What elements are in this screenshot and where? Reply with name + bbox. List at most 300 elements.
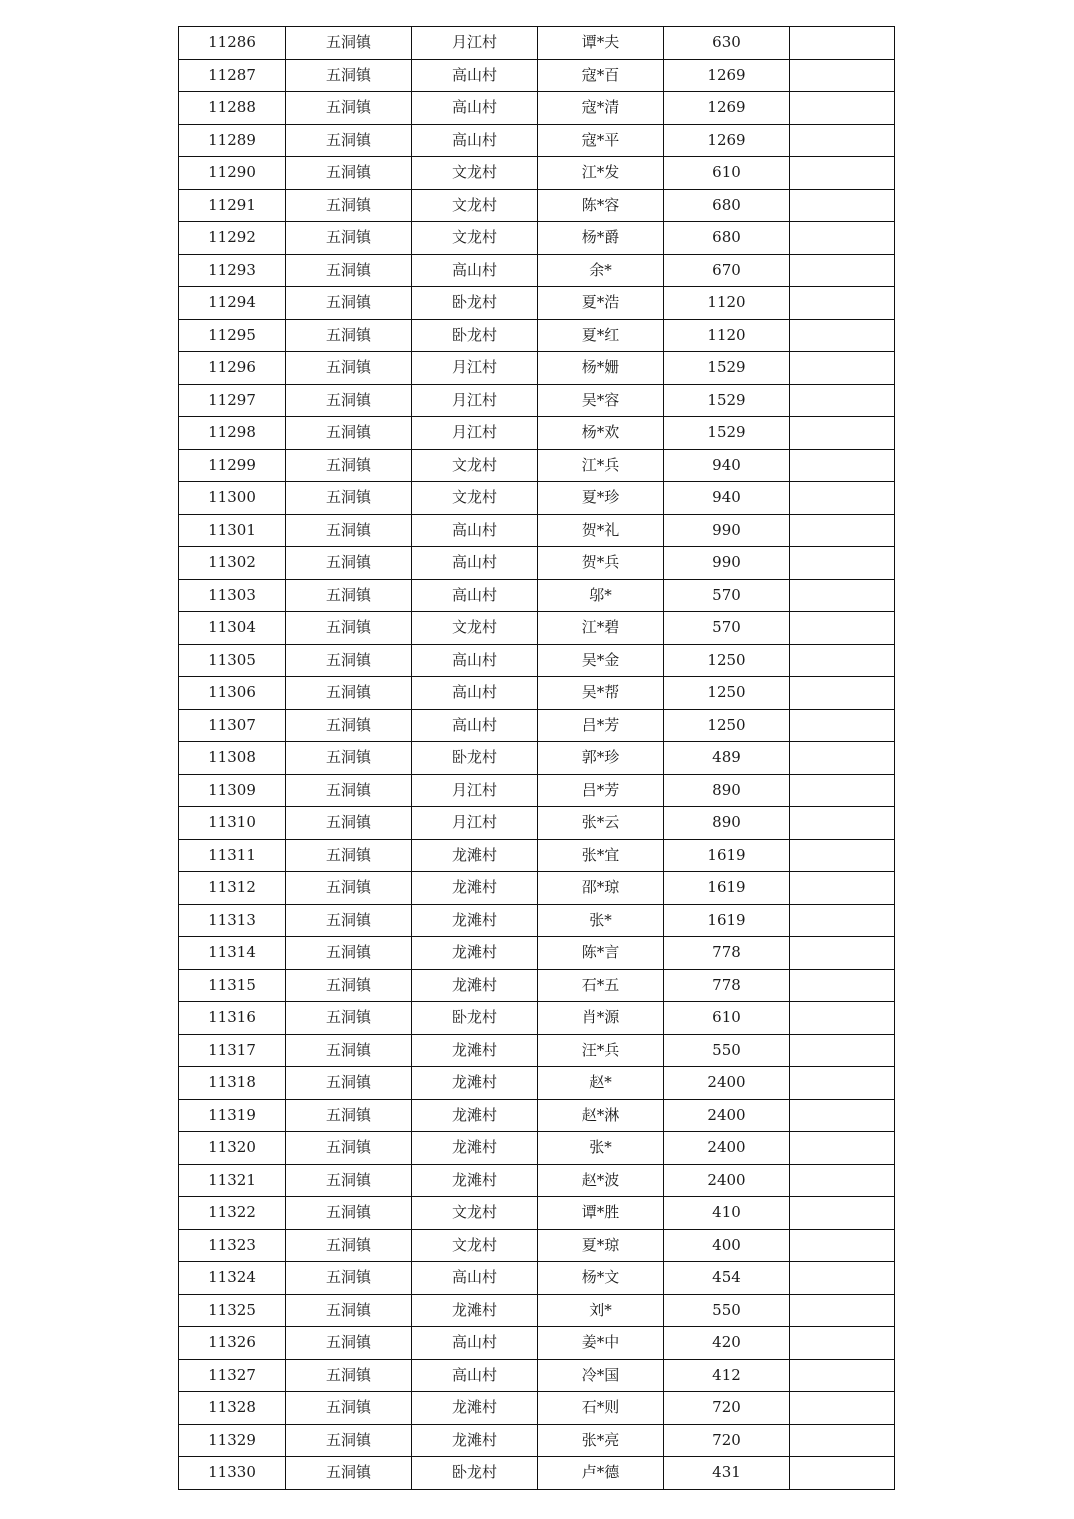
table-row [179, 1327, 895, 1360]
cell-note [790, 1164, 895, 1197]
cell-amount: 1619 [664, 904, 790, 937]
cell-village: 文龙村 [412, 1229, 538, 1262]
table-row [179, 449, 895, 482]
cell-note [790, 1197, 895, 1230]
cell-serial-number: 11323 [179, 1229, 286, 1262]
cell-village: 文龙村 [412, 222, 538, 255]
cell-amount: 1250 [664, 644, 790, 677]
cell-village: 高山村 [412, 579, 538, 612]
cell-note [790, 384, 895, 417]
cell-serial-number: 11328 [179, 1392, 286, 1425]
cell-town: 五洞镇 [286, 157, 412, 190]
cell-note [790, 1067, 895, 1100]
table-row [179, 319, 895, 352]
cell-town: 五洞镇 [286, 969, 412, 1002]
cell-town: 五洞镇 [286, 1099, 412, 1132]
table-row [179, 709, 895, 742]
cell-serial-number: 11325 [179, 1294, 286, 1327]
cell-village: 高山村 [412, 547, 538, 580]
cell-town: 五洞镇 [286, 254, 412, 287]
cell-town: 五洞镇 [286, 1067, 412, 1100]
cell-town: 五洞镇 [286, 514, 412, 547]
cell-amount: 1619 [664, 872, 790, 905]
cell-person-name: 石*五 [538, 969, 664, 1002]
cell-village: 文龙村 [412, 189, 538, 222]
cell-town: 五洞镇 [286, 482, 412, 515]
cell-person-name: 张* [538, 904, 664, 937]
cell-note [790, 319, 895, 352]
cell-note [790, 1099, 895, 1132]
cell-serial-number: 11288 [179, 92, 286, 125]
table-body [179, 27, 895, 1490]
cell-village: 高山村 [412, 514, 538, 547]
cell-serial-number: 11318 [179, 1067, 286, 1100]
cell-amount: 990 [664, 547, 790, 580]
cell-person-name: 贺*礼 [538, 514, 664, 547]
table-row [179, 1359, 895, 1392]
cell-amount: 1269 [664, 124, 790, 157]
cell-serial-number: 11327 [179, 1359, 286, 1392]
cell-town: 五洞镇 [286, 92, 412, 125]
cell-serial-number: 11286 [179, 27, 286, 60]
cell-amount: 940 [664, 449, 790, 482]
table-row [179, 92, 895, 125]
table-row [179, 157, 895, 190]
cell-amount: 431 [664, 1457, 790, 1490]
cell-serial-number: 11321 [179, 1164, 286, 1197]
cell-person-name: 吕*芳 [538, 774, 664, 807]
cell-village: 高山村 [412, 1262, 538, 1295]
table-row [179, 352, 895, 385]
cell-serial-number: 11287 [179, 59, 286, 92]
cell-village: 高山村 [412, 1359, 538, 1392]
cell-person-name: 刘* [538, 1294, 664, 1327]
cell-town: 五洞镇 [286, 352, 412, 385]
cell-serial-number: 11309 [179, 774, 286, 807]
cell-town: 五洞镇 [286, 742, 412, 775]
cell-person-name: 杨*文 [538, 1262, 664, 1295]
cell-note [790, 1424, 895, 1457]
cell-person-name: 陈*容 [538, 189, 664, 222]
cell-person-name: 邬* [538, 579, 664, 612]
table-row [179, 1424, 895, 1457]
cell-amount: 680 [664, 222, 790, 255]
cell-person-name: 郭*珍 [538, 742, 664, 775]
cell-note [790, 1294, 895, 1327]
cell-note [790, 644, 895, 677]
cell-village: 龙滩村 [412, 1067, 538, 1100]
cell-person-name: 赵* [538, 1067, 664, 1100]
table-row [179, 644, 895, 677]
cell-amount: 1269 [664, 92, 790, 125]
table-row [179, 1457, 895, 1490]
cell-amount: 1250 [664, 677, 790, 710]
cell-amount: 890 [664, 774, 790, 807]
cell-note [790, 124, 895, 157]
cell-village: 月江村 [412, 774, 538, 807]
cell-town: 五洞镇 [286, 807, 412, 840]
cell-amount: 670 [664, 254, 790, 287]
cell-person-name: 姜*中 [538, 1327, 664, 1360]
cell-serial-number: 11324 [179, 1262, 286, 1295]
cell-person-name: 余* [538, 254, 664, 287]
cell-note [790, 287, 895, 320]
cell-serial-number: 11326 [179, 1327, 286, 1360]
cell-village: 龙滩村 [412, 1294, 538, 1327]
cell-person-name: 吴*金 [538, 644, 664, 677]
cell-person-name: 夏*琼 [538, 1229, 664, 1262]
cell-serial-number: 11301 [179, 514, 286, 547]
cell-village: 龙滩村 [412, 1164, 538, 1197]
cell-person-name: 杨*爵 [538, 222, 664, 255]
cell-serial-number: 11289 [179, 124, 286, 157]
table-row [179, 839, 895, 872]
cell-town: 五洞镇 [286, 1424, 412, 1457]
table-row [179, 774, 895, 807]
cell-town: 五洞镇 [286, 1164, 412, 1197]
table-row [179, 189, 895, 222]
cell-note [790, 937, 895, 970]
cell-serial-number: 11295 [179, 319, 286, 352]
cell-town: 五洞镇 [286, 1294, 412, 1327]
cell-town: 五洞镇 [286, 1002, 412, 1035]
cell-note [790, 254, 895, 287]
cell-village: 高山村 [412, 1327, 538, 1360]
table-row [179, 969, 895, 1002]
cell-note [790, 222, 895, 255]
cell-amount: 410 [664, 1197, 790, 1230]
cell-village: 卧龙村 [412, 287, 538, 320]
cell-serial-number: 11307 [179, 709, 286, 742]
cell-serial-number: 11305 [179, 644, 286, 677]
table-row [179, 1392, 895, 1425]
cell-note [790, 27, 895, 60]
cell-town: 五洞镇 [286, 319, 412, 352]
cell-serial-number: 11304 [179, 612, 286, 645]
cell-amount: 610 [664, 1002, 790, 1035]
table-row [179, 482, 895, 515]
cell-person-name: 杨*欢 [538, 417, 664, 450]
cell-town: 五洞镇 [286, 27, 412, 60]
cell-person-name: 张*云 [538, 807, 664, 840]
cell-amount: 2400 [664, 1164, 790, 1197]
cell-serial-number: 11329 [179, 1424, 286, 1457]
cell-serial-number: 11296 [179, 352, 286, 385]
cell-serial-number: 11297 [179, 384, 286, 417]
cell-amount: 400 [664, 1229, 790, 1262]
cell-amount: 720 [664, 1424, 790, 1457]
cell-person-name: 邵*琼 [538, 872, 664, 905]
cell-amount: 720 [664, 1392, 790, 1425]
table-row [179, 124, 895, 157]
cell-town: 五洞镇 [286, 1262, 412, 1295]
cell-village: 龙滩村 [412, 1132, 538, 1165]
cell-village: 月江村 [412, 417, 538, 450]
table-row [179, 1197, 895, 1230]
cell-amount: 2400 [664, 1132, 790, 1165]
cell-amount: 1250 [664, 709, 790, 742]
cell-note [790, 1034, 895, 1067]
cell-town: 五洞镇 [286, 937, 412, 970]
cell-town: 五洞镇 [286, 1327, 412, 1360]
cell-town: 五洞镇 [286, 1457, 412, 1490]
table-row [179, 1002, 895, 1035]
cell-person-name: 赵*波 [538, 1164, 664, 1197]
cell-amount: 990 [664, 514, 790, 547]
cell-person-name: 张*宜 [538, 839, 664, 872]
cell-village: 卧龙村 [412, 319, 538, 352]
cell-town: 五洞镇 [286, 644, 412, 677]
table-row [179, 807, 895, 840]
cell-town: 五洞镇 [286, 839, 412, 872]
cell-village: 月江村 [412, 27, 538, 60]
cell-amount: 420 [664, 1327, 790, 1360]
table-row [179, 222, 895, 255]
cell-serial-number: 11314 [179, 937, 286, 970]
cell-village: 卧龙村 [412, 1457, 538, 1490]
cell-town: 五洞镇 [286, 1392, 412, 1425]
table-row [179, 1229, 895, 1262]
cell-village: 高山村 [412, 254, 538, 287]
cell-note [790, 92, 895, 125]
cell-town: 五洞镇 [286, 1229, 412, 1262]
cell-serial-number: 11310 [179, 807, 286, 840]
cell-town: 五洞镇 [286, 384, 412, 417]
cell-serial-number: 11302 [179, 547, 286, 580]
cell-person-name: 卢*德 [538, 1457, 664, 1490]
cell-village: 龙滩村 [412, 1099, 538, 1132]
cell-amount: 489 [664, 742, 790, 775]
cell-serial-number: 11300 [179, 482, 286, 515]
table-row [179, 254, 895, 287]
cell-amount: 1529 [664, 352, 790, 385]
cell-note [790, 514, 895, 547]
cell-person-name: 夏*浩 [538, 287, 664, 320]
cell-town: 五洞镇 [286, 189, 412, 222]
cell-town: 五洞镇 [286, 904, 412, 937]
cell-serial-number: 11291 [179, 189, 286, 222]
cell-note [790, 709, 895, 742]
cell-serial-number: 11312 [179, 872, 286, 905]
cell-person-name: 赵*淋 [538, 1099, 664, 1132]
table-row [179, 27, 895, 60]
cell-note [790, 774, 895, 807]
table-row [179, 612, 895, 645]
cell-town: 五洞镇 [286, 124, 412, 157]
table-row [179, 1099, 895, 1132]
cell-person-name: 吕*芳 [538, 709, 664, 742]
table-row [179, 1164, 895, 1197]
cell-person-name: 夏*红 [538, 319, 664, 352]
cell-village: 文龙村 [412, 157, 538, 190]
cell-note [790, 449, 895, 482]
cell-amount: 630 [664, 27, 790, 60]
cell-note [790, 839, 895, 872]
cell-village: 高山村 [412, 709, 538, 742]
table-row [179, 742, 895, 775]
cell-note [790, 1457, 895, 1490]
cell-serial-number: 11298 [179, 417, 286, 450]
table-row [179, 1132, 895, 1165]
cell-note [790, 969, 895, 1002]
cell-serial-number: 11330 [179, 1457, 286, 1490]
cell-amount: 2400 [664, 1067, 790, 1100]
cell-person-name: 吴*容 [538, 384, 664, 417]
cell-serial-number: 11293 [179, 254, 286, 287]
table-row [179, 677, 895, 710]
cell-person-name: 寇*清 [538, 92, 664, 125]
cell-note [790, 1392, 895, 1425]
cell-serial-number: 11303 [179, 579, 286, 612]
cell-village: 月江村 [412, 352, 538, 385]
cell-serial-number: 11311 [179, 839, 286, 872]
cell-person-name: 寇*平 [538, 124, 664, 157]
cell-village: 高山村 [412, 677, 538, 710]
cell-person-name: 杨*姗 [538, 352, 664, 385]
cell-town: 五洞镇 [286, 287, 412, 320]
cell-serial-number: 11320 [179, 1132, 286, 1165]
cell-amount: 1529 [664, 384, 790, 417]
cell-note [790, 742, 895, 775]
cell-serial-number: 11313 [179, 904, 286, 937]
cell-village: 龙滩村 [412, 1034, 538, 1067]
table-row [179, 579, 895, 612]
cell-town: 五洞镇 [286, 1359, 412, 1392]
cell-village: 高山村 [412, 644, 538, 677]
table-row [179, 904, 895, 937]
cell-town: 五洞镇 [286, 579, 412, 612]
cell-note [790, 612, 895, 645]
cell-town: 五洞镇 [286, 872, 412, 905]
table-row [179, 59, 895, 92]
table-row [179, 384, 895, 417]
cell-amount: 412 [664, 1359, 790, 1392]
cell-note [790, 579, 895, 612]
cell-amount: 1269 [664, 59, 790, 92]
cell-note [790, 1327, 895, 1360]
table-row [179, 1067, 895, 1100]
cell-village: 龙滩村 [412, 1392, 538, 1425]
cell-amount: 680 [664, 189, 790, 222]
cell-serial-number: 11316 [179, 1002, 286, 1035]
cell-person-name: 肖*源 [538, 1002, 664, 1035]
table-row [179, 872, 895, 905]
cell-amount: 940 [664, 482, 790, 515]
cell-town: 五洞镇 [286, 449, 412, 482]
cell-note [790, 189, 895, 222]
cell-serial-number: 11315 [179, 969, 286, 1002]
cell-note [790, 547, 895, 580]
cell-amount: 778 [664, 969, 790, 1002]
cell-village: 高山村 [412, 124, 538, 157]
cell-serial-number: 11317 [179, 1034, 286, 1067]
cell-village: 龙滩村 [412, 937, 538, 970]
cell-note [790, 1229, 895, 1262]
table-row [179, 1262, 895, 1295]
cell-person-name: 江*发 [538, 157, 664, 190]
cell-amount: 610 [664, 157, 790, 190]
cell-amount: 778 [664, 937, 790, 970]
cell-person-name: 江*碧 [538, 612, 664, 645]
cell-town: 五洞镇 [286, 1132, 412, 1165]
data-table [178, 26, 895, 1490]
cell-serial-number: 11308 [179, 742, 286, 775]
table-row [179, 937, 895, 970]
cell-note [790, 157, 895, 190]
cell-village: 高山村 [412, 59, 538, 92]
cell-village: 龙滩村 [412, 839, 538, 872]
cell-village: 高山村 [412, 92, 538, 125]
cell-village: 龙滩村 [412, 904, 538, 937]
cell-amount: 570 [664, 579, 790, 612]
cell-person-name: 谭*夫 [538, 27, 664, 60]
cell-person-name: 谭*胜 [538, 1197, 664, 1230]
cell-town: 五洞镇 [286, 709, 412, 742]
table-row [179, 1034, 895, 1067]
cell-note [790, 677, 895, 710]
cell-person-name: 石*则 [538, 1392, 664, 1425]
cell-amount: 570 [664, 612, 790, 645]
table-row [179, 514, 895, 547]
cell-note [790, 482, 895, 515]
cell-amount: 550 [664, 1294, 790, 1327]
cell-person-name: 江*兵 [538, 449, 664, 482]
cell-town: 五洞镇 [286, 677, 412, 710]
cell-serial-number: 11319 [179, 1099, 286, 1132]
cell-person-name: 陈*言 [538, 937, 664, 970]
cell-serial-number: 11294 [179, 287, 286, 320]
cell-serial-number: 11292 [179, 222, 286, 255]
cell-village: 卧龙村 [412, 742, 538, 775]
cell-person-name: 夏*珍 [538, 482, 664, 515]
cell-note [790, 417, 895, 450]
cell-town: 五洞镇 [286, 612, 412, 645]
cell-note [790, 352, 895, 385]
cell-village: 卧龙村 [412, 1002, 538, 1035]
cell-amount: 1529 [664, 417, 790, 450]
cell-person-name: 冷*国 [538, 1359, 664, 1392]
cell-town: 五洞镇 [286, 222, 412, 255]
cell-note [790, 1132, 895, 1165]
cell-village: 月江村 [412, 807, 538, 840]
cell-village: 文龙村 [412, 482, 538, 515]
cell-amount: 1120 [664, 319, 790, 352]
cell-village: 文龙村 [412, 449, 538, 482]
cell-amount: 890 [664, 807, 790, 840]
table-row [179, 547, 895, 580]
cell-serial-number: 11322 [179, 1197, 286, 1230]
cell-serial-number: 11306 [179, 677, 286, 710]
cell-village: 月江村 [412, 384, 538, 417]
table-row [179, 1294, 895, 1327]
cell-amount: 1120 [664, 287, 790, 320]
cell-person-name: 贺*兵 [538, 547, 664, 580]
cell-amount: 454 [664, 1262, 790, 1295]
cell-amount: 1619 [664, 839, 790, 872]
cell-town: 五洞镇 [286, 59, 412, 92]
cell-village: 文龙村 [412, 612, 538, 645]
cell-town: 五洞镇 [286, 1034, 412, 1067]
cell-village: 龙滩村 [412, 872, 538, 905]
cell-person-name: 张*亮 [538, 1424, 664, 1457]
table-row [179, 287, 895, 320]
cell-amount: 550 [664, 1034, 790, 1067]
cell-town: 五洞镇 [286, 547, 412, 580]
cell-serial-number: 11299 [179, 449, 286, 482]
cell-person-name: 寇*百 [538, 59, 664, 92]
cell-note [790, 1262, 895, 1295]
cell-serial-number: 11290 [179, 157, 286, 190]
